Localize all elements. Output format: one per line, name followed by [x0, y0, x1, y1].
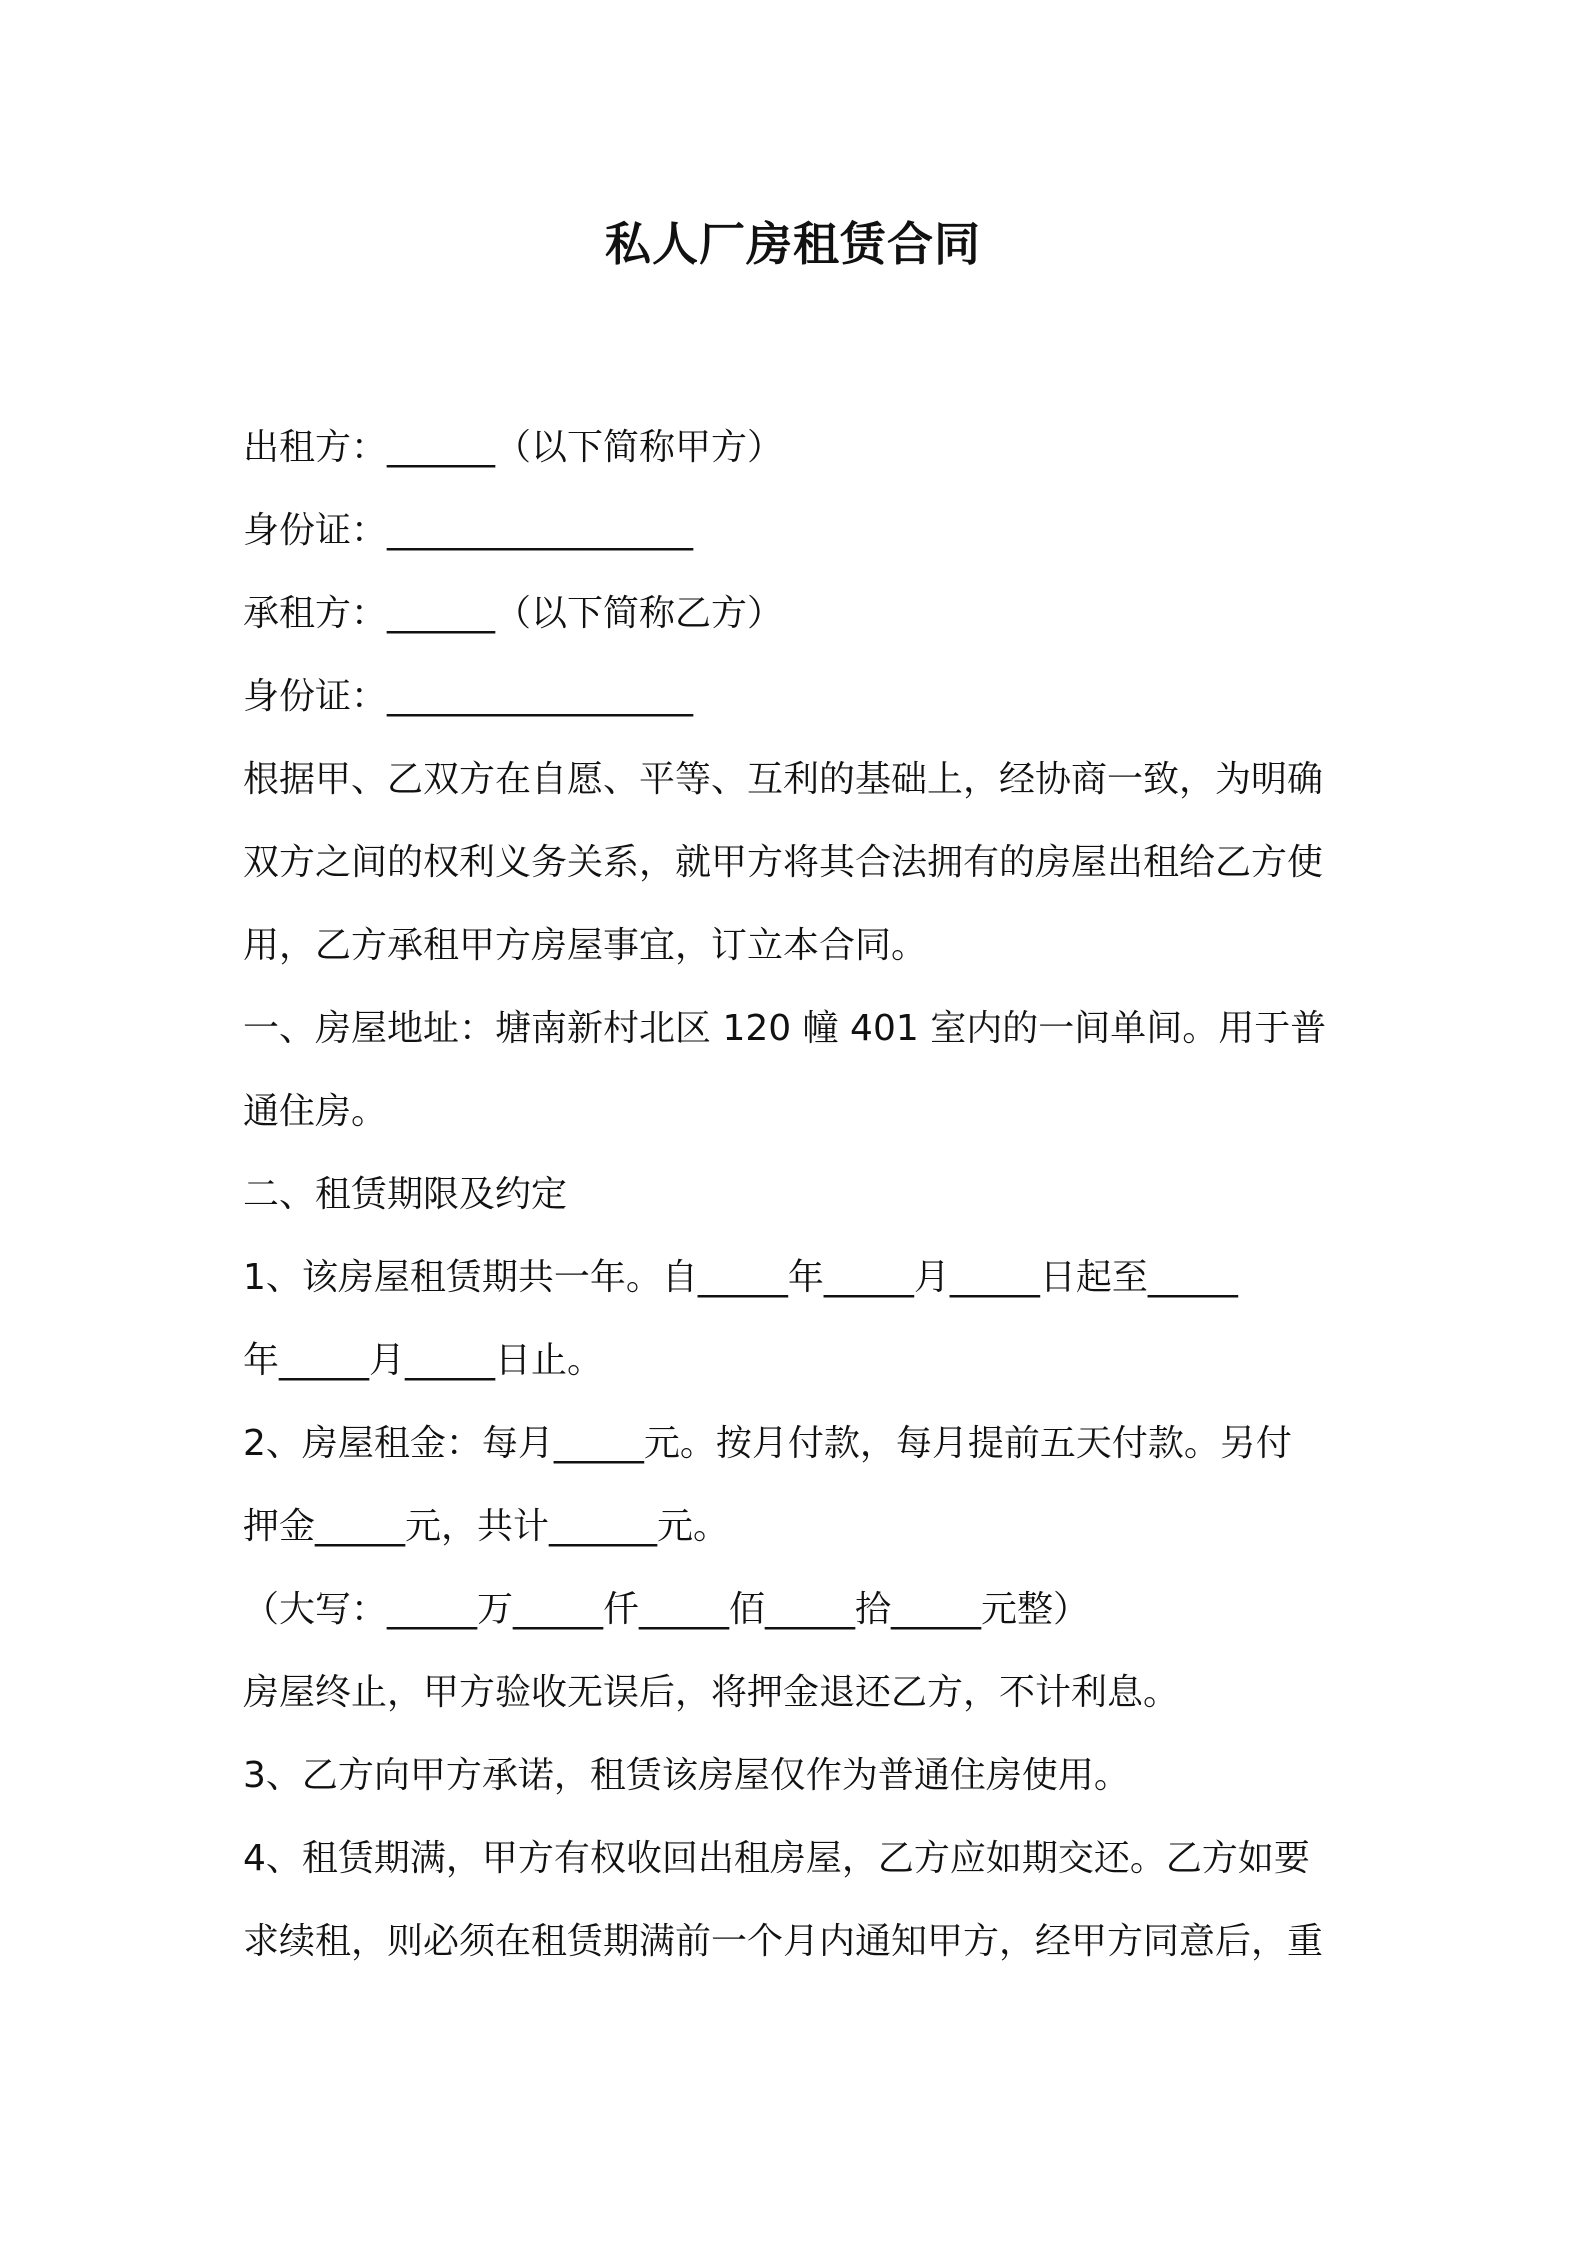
clause-3-line: 3、乙方向甲方承诺，租赁该房屋仅作为普通住房使用。: [243, 1755, 1130, 1796]
section-1-address-line-1: 一、房屋地址：塘南新村北区 120 幢 401 室内的一间单间。用于普: [243, 1008, 1327, 1049]
clause-4-line-1: 4、租赁期满，甲方有权收回出租房屋，乙方应如期交还。乙方如要: [243, 1838, 1310, 1879]
preamble-line-1: 根据甲、乙双方在自愿、平等、互利的基础上，经协商一致，为明确: [243, 759, 1324, 800]
clause-1-line-2: 年_____月_____日止。: [243, 1340, 604, 1381]
section-2-heading: 二、租赁期限及约定: [243, 1174, 568, 1215]
lessor-id-line: 身份证：_________________: [243, 510, 694, 551]
clause-2-line-1: 2、房屋租金：每月_____元。按月付款，每月提前五天付款。另付: [243, 1423, 1292, 1464]
section-1-address-line-2: 通住房。: [243, 1091, 388, 1132]
clause-2-amount-in-words: （大写：_____万_____仟_____佰_____拾_____元整）: [243, 1589, 1090, 1630]
preamble-line-2: 双方之间的权利义务关系，就甲方将其合法拥有的房屋出租给乙方使: [243, 842, 1324, 883]
document-title: 私人厂房租赁合同: [605, 217, 981, 271]
deposit-refund-line: 房屋终止，甲方验收无误后，将押金退还乙方，不计利息。: [243, 1672, 1180, 1713]
document-body: [243, 406, 1353, 1983]
preamble-line-3: 用，乙方承租甲方房屋事宜，订立本合同。: [243, 925, 928, 966]
lessor-line: 出租方：______（以下简称甲方）: [243, 427, 784, 468]
clause-2-line-2: 押金_____元，共计______元。: [243, 1506, 730, 1547]
lessee-id-line: 身份证：_________________: [243, 676, 694, 717]
clause-1-line-1: 1、该房屋租赁期共一年。自_____年_____月_____日起至_____: [243, 1257, 1238, 1298]
lessee-line: 承租方：______（以下简称乙方）: [243, 593, 784, 634]
clause-4-line-2: 求续租，则必须在租赁期满前一个月内通知甲方，经甲方同意后，重: [243, 1921, 1324, 1962]
